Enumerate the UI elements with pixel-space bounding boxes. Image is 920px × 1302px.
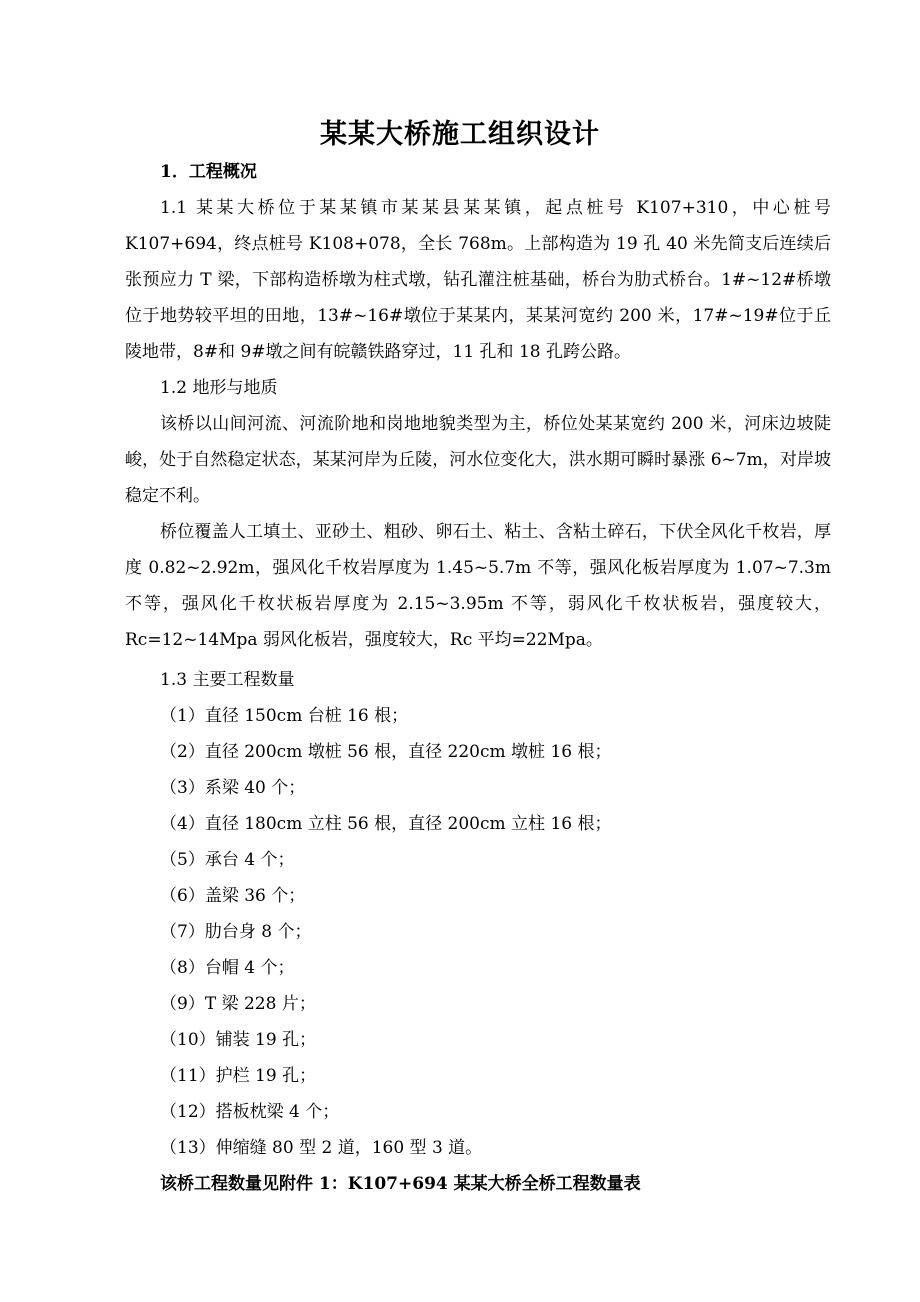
paragraph-text: 该桥以山间河流、河流阶地和岗地地貌类型为主，桥位处某某宽约 200 米，河床边坡陡峻，处于自然稳定状态，某某河岸为丘陵，河水位变化大，洪水期可瞬时暴涨 6~7m，对岸坡稳定不利。	[125, 414, 831, 506]
section-heading-overview: 1．工程概况	[160, 162, 257, 182]
list-item: （4）直径 180cm 立柱 56 根，直径 200cm 立柱 16 根；	[160, 814, 612, 834]
list-item: （5）承台 4 个；	[160, 850, 295, 870]
list-item: （6）盖梁 36 个；	[160, 886, 306, 906]
paragraph-1-1-location	[125, 190, 831, 370]
list-item: （3）系梁 40 个；	[160, 778, 306, 798]
document-title: 某某大桥施工组织设计	[320, 119, 600, 150]
list-item: （7）肋台身 8 个；	[160, 922, 312, 942]
list-item: （2）直径 200cm 墩桩 56 根，直径 220cm 墩桩 16 根；	[160, 742, 612, 762]
list-item: （9）T 梁 228 片；	[160, 994, 316, 1014]
list-item: （10）铺装 19 孔；	[160, 1030, 317, 1050]
list-item: （8）台帽 4 个；	[160, 958, 295, 978]
attachment-note: 该桥工程数量见附件 1：K107+694 某某大桥全桥工程数量表	[160, 1174, 641, 1194]
list-item: （12）搭板枕梁 4 个；	[160, 1102, 340, 1122]
paragraph-terrain	[125, 406, 831, 514]
quantities-list	[160, 698, 830, 1166]
list-item: （1）直径 150cm 台桩 16 根；	[160, 706, 409, 726]
list-item: （11）护栏 19 孔；	[160, 1066, 317, 1086]
subheading-terrain-geology: 1.2 地形与地质	[160, 378, 278, 398]
paragraph-text: 桥位覆盖人工填土、亚砂土、粗砂、卵石土、粘土、含粘土碎石，下伏全风化千枚岩，厚度 0.82~2.92m，强风化千枚岩厚度为 1.45~5.7m 不等，强风化板岩厚度为 1.07~7.3m 不等，强风化千枚状板岩厚度为 2.15~3.95m 不等，弱风化千枚状板岩，强度较大，Rc=12~14Mpa 弱风化板岩，强度较大，Rc 平均=22Mpa。	[125, 522, 831, 650]
list-item: （13）伸缩缝 80 型 2 道，160 型 3 道。	[160, 1138, 483, 1158]
subheading-main-quantities: 1.3 主要工程数量	[160, 670, 295, 690]
paragraph-text: 1.1 某某大桥位于某某镇市某某县某某镇，起点桩号 K107+310，中心桩号 K107+694，终点桩号 K108+078，全长 768m。上部构造为 19 孔 40 米先简支后连续后张预应力 T 梁，下部构造桥墩为柱式墩，钻孔灌注桩基础，桥台为肋式桥台。1#~12#桥墩位于地势较平坦的田地，13#~16#墩位于某某内，某某河宽约 200 米，17#~19#位于丘陵地带，8#和 9#墩之间有皖赣铁路穿过，11 孔和 18 孔跨公路。	[125, 198, 831, 362]
paragraph-geology	[125, 514, 831, 658]
